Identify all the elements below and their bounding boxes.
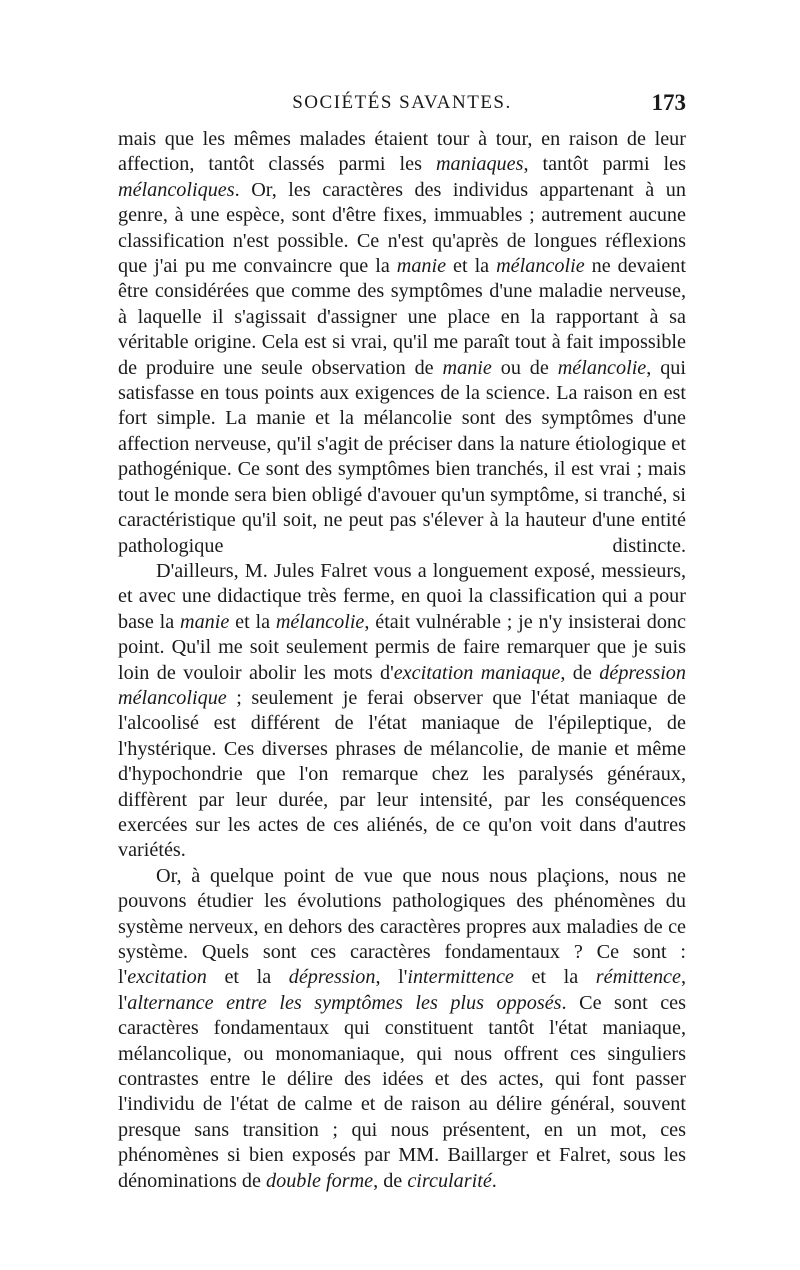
page-header xyxy=(118,92,686,120)
text-run: , l' xyxy=(375,966,408,989)
text-run: . Ce sont ces caractères fondamentaux qui constituent tantôt l'état maniaque, mélancolique, ou monomaniaque, qui nous offrent ces singuliers contrastes entre le délire des idées et des actes, qui font passer l'individu de l'état de calme et de raison au délire général, souvent presque sans transition ; qui nous présentent, en un mot, ces phénomènes si bien exposés par MM. Baillarger et Falret, sous les dénominations de xyxy=(118,991,686,1192)
emphasis-run: excitation maniaque xyxy=(393,661,561,684)
text-run: , de xyxy=(560,661,600,684)
text-run: ou de xyxy=(491,356,558,379)
text-run: Or, à quelque point de vue que nous nous plaçions, nous ne pouvons étudier les évolutions pathologiques des phénomènes du système nerveux, en dehors des caractères propres aux maladies de ce système. Quels sont ces caractères fondamentaux ? Ce sont : l' xyxy=(118,864,686,989)
emphasis-run: mélancolie xyxy=(496,255,585,278)
emphasis-run: circularité xyxy=(407,1169,492,1192)
paragraph xyxy=(118,864,686,1194)
text-run: , l' xyxy=(118,966,687,1014)
text-run: ne devaient être considérées que comme des symptômes d'une maladie nerveuse, à laquelle il s'agissait d'assigner une place en la rapportant à sa véritable origine. Cela est si vrai, qu'il me paraît tout à fait impossible de produire une seule observation de xyxy=(118,255,687,379)
emphasis-run: intermittence xyxy=(407,966,514,989)
page-number: 173 xyxy=(651,90,686,115)
text-run: , qui satisfasse en tous points aux exigences de la science. La raison en est fort simple. La manie et la mélancolie sont des symptômes d'une affection nerveuse, qu'il s'agit de préciser dans la nature étiologique et pathogénique. Ce sont des symptômes bien tranchés, il est vrai ; mais tout le monde sera bien obligé d'avouer qu'un symptôme, si tranché, si caractéristique qu'il soit, ne peut pas s'élever à la hauteur d'une entité pathologique distincte. xyxy=(118,356,686,557)
emphasis-run: dépression xyxy=(288,966,376,989)
emphasis-run: manie xyxy=(396,255,447,278)
emphasis-run: mélancolie xyxy=(557,356,647,379)
emphasis-run: manie xyxy=(442,356,492,379)
text-run: D'ailleurs, M. Jules Falret vous a longuement exposé, messieurs, et avec une didactique très ferme, en quoi la classification qui a pour base la xyxy=(118,559,686,633)
emphasis-run: dépression mélancolique xyxy=(118,661,686,709)
emphasis-run: mélancoliques xyxy=(118,178,235,201)
paragraph xyxy=(118,127,686,559)
text-run: , tantôt parmi les xyxy=(523,153,686,176)
text-run: ; seulement je ferai observer que l'état maniaque de l'alcoolisé est différent de l'état maniaque de l'épileptique, de l'hystérique. Ces diverses phrases de mélancolie, de manie et même d'hypochondrie que l'on remarque chez les paralysés généraux, diffèrent par leur durée, par leur intensité, par les conséquences exercées sur les actes de ces aliénés, de ce qu'on voit dans d'autres variétés. xyxy=(118,686,686,862)
emphasis-run: mélancolie xyxy=(275,610,365,633)
body-text xyxy=(118,127,686,1194)
text-run: et la xyxy=(513,966,596,989)
emphasis-run: excitation xyxy=(127,966,207,989)
emphasis-run: double forme xyxy=(266,1169,374,1192)
text-run: et la xyxy=(206,966,289,989)
text-run: , était vulnérable ; je n'y insisterai donc point. Qu'il me soit seulement permis de faire remarquer que je suis loin de vouloir abolir les mots d' xyxy=(118,610,686,684)
text-run: . xyxy=(491,1169,497,1192)
emphasis-run: alternance entre les symptômes les plus opposés xyxy=(127,991,562,1014)
text-run: et la xyxy=(446,255,497,278)
text-run: . Or, les caractères des individus appartenant à un genre, à une espèce, sont d'être fixes, immuables ; autrement aucune classification n'est possible. Ce n'est qu'après de longues réflexions que j'ai pu me convaincre que la xyxy=(118,178,686,278)
emphasis-run: maniaques xyxy=(435,153,524,176)
emphasis-run: manie xyxy=(180,610,230,633)
running-title: SOCIÉTÉS SAVANTES. xyxy=(292,92,512,113)
text-run: mais que les mêmes malades étaient tour à tour, en raison de leur affection, tantôt classés parmi les xyxy=(118,128,686,176)
text-run: , de xyxy=(373,1169,408,1192)
text-run: et la xyxy=(229,610,276,633)
paragraph xyxy=(118,559,686,864)
emphasis-run: rémittence xyxy=(595,966,681,989)
